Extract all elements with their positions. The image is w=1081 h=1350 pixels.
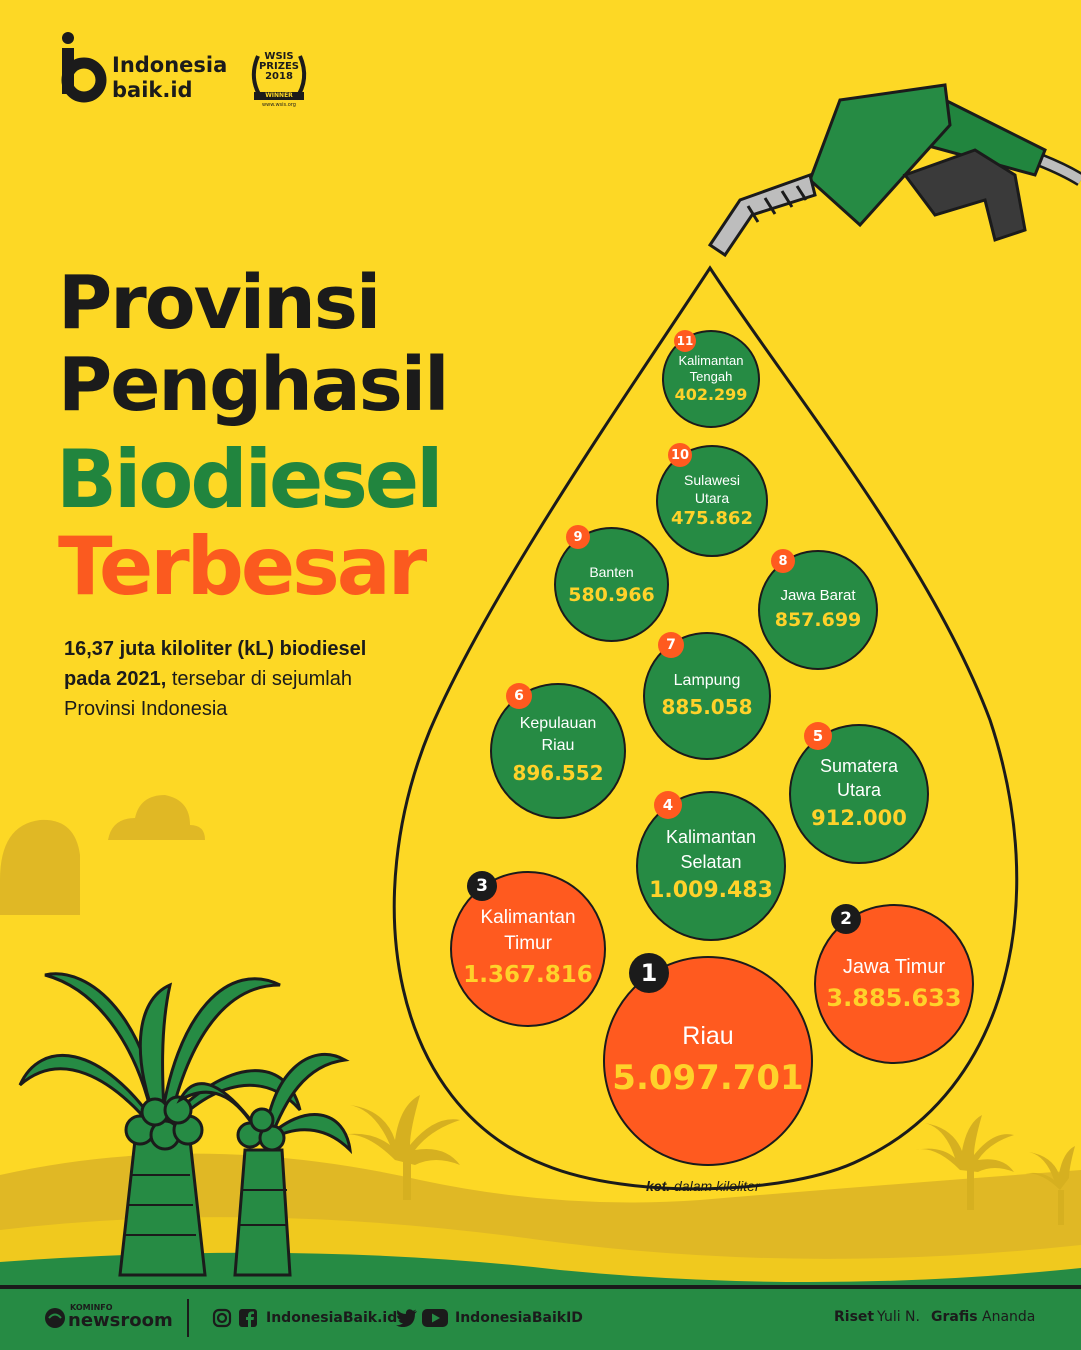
province-name-10: Sulawesi Utara <box>683 472 741 506</box>
subtitle-rest2: Provinsi Indonesia <box>64 698 228 720</box>
award-line4: WINNER <box>265 92 293 99</box>
riset-label: Riset <box>834 1309 875 1325</box>
unit-note <box>646 1178 760 1194</box>
province-value-7: 885.058 <box>661 695 753 719</box>
province-value-11: 402.299 <box>674 385 748 404</box>
rank-badge-3: 3 <box>467 871 497 901</box>
rank-badge-7: 7 <box>658 632 684 658</box>
subtitle-bold2: pada 2021, <box>64 668 167 690</box>
cloud-right <box>108 795 205 840</box>
province-name-8: Jawa Barat <box>780 587 856 604</box>
brand-line1: Indonesia <box>112 53 228 77</box>
youtube-icon[interactable] <box>422 1309 448 1327</box>
riset-name: Yuli N. <box>877 1309 920 1325</box>
fuel-nozzle <box>710 85 1081 255</box>
rank-badge-9: 9 <box>566 525 590 549</box>
subtitle-rest1: tersebar di sejumlah <box>171 668 352 690</box>
province-name-7: Lampung <box>673 672 741 689</box>
title-line2: Penghasil <box>58 342 448 428</box>
province-value-5: 912.000 <box>811 806 907 830</box>
note-bold: ket. <box>646 1178 671 1194</box>
province-value-4: 1.009.483 <box>649 878 773 903</box>
wsis-award-badge <box>244 44 314 114</box>
newsroom-label: newsroom <box>68 1310 173 1331</box>
province-name-1: Riau <box>682 1022 734 1050</box>
rank-badge-4: 4 <box>654 791 682 819</box>
rank-badge-10: 10 <box>668 443 692 467</box>
social-handle-2[interactable]: IndonesiaBaikID <box>455 1310 583 1326</box>
province-value-8: 857.699 <box>774 609 862 631</box>
province-value-1: 5.097.701 <box>612 1058 804 1098</box>
award-line5: www.wsis.org <box>262 102 296 108</box>
rank-badge-6: 6 <box>506 683 532 709</box>
newsroom-logo-icon <box>44 1307 66 1329</box>
province-name-5: Sumatera Utara <box>819 756 899 800</box>
indonesiabaik-logo-icon <box>62 32 101 97</box>
province-value-2: 3.885.633 <box>826 984 962 1012</box>
province-name-3: Kalimantan Timur <box>480 907 576 954</box>
twitter-icon[interactable] <box>396 1309 418 1327</box>
title-line1: Provinsi <box>58 260 380 346</box>
province-name-6: Kepulauan Riau <box>519 715 597 754</box>
rank-badge-1: 1 <box>629 953 669 993</box>
award-line3: 2018 <box>265 71 293 82</box>
note-rest: dalam kiloliter <box>674 1178 760 1194</box>
social-handle-1[interactable]: IndonesiaBaik.id <box>266 1310 398 1326</box>
rank-badge-8: 8 <box>771 549 795 573</box>
award-line1: WSIS <box>264 51 294 62</box>
title-line3: Biodiesel <box>56 433 441 526</box>
award-line2: PRIZES <box>258 61 300 72</box>
province-value-9: 580.966 <box>568 583 655 606</box>
title-line4: Terbesar <box>58 520 425 613</box>
rank-badge-2: 2 <box>831 904 861 934</box>
province-name-9: Banten <box>589 563 634 580</box>
province-value-3: 1.367.816 <box>463 962 593 988</box>
brand-line2: baik.id <box>112 78 193 102</box>
footer-bar <box>0 1285 1081 1350</box>
instagram-icon[interactable] <box>212 1308 232 1328</box>
brand-name <box>112 53 227 103</box>
subtitle-bold1: 16,37 juta kiloliter (kL) biodiesel <box>64 638 367 660</box>
subtitle <box>64 634 464 724</box>
province-value-6: 896.552 <box>512 761 604 785</box>
province-name-11: Kalimantan Tengah <box>678 353 744 384</box>
facebook-icon[interactable] <box>238 1308 258 1328</box>
province-name-4: Kalimantan Selatan <box>665 827 757 872</box>
province-value-10: 475.862 <box>671 508 753 529</box>
grafis-label: Grafis <box>931 1309 978 1325</box>
footer-divider <box>187 1299 189 1337</box>
cloud-left <box>0 820 80 915</box>
rank-badge-11: 11 <box>674 330 696 352</box>
province-name-2: Jawa Timur <box>842 956 946 978</box>
rank-badge-5: 5 <box>804 722 832 750</box>
footer-top-border <box>0 1285 1081 1289</box>
grafis-name: Ananda <box>982 1309 1036 1325</box>
kominfo-label: KOMINFO <box>70 1303 113 1312</box>
